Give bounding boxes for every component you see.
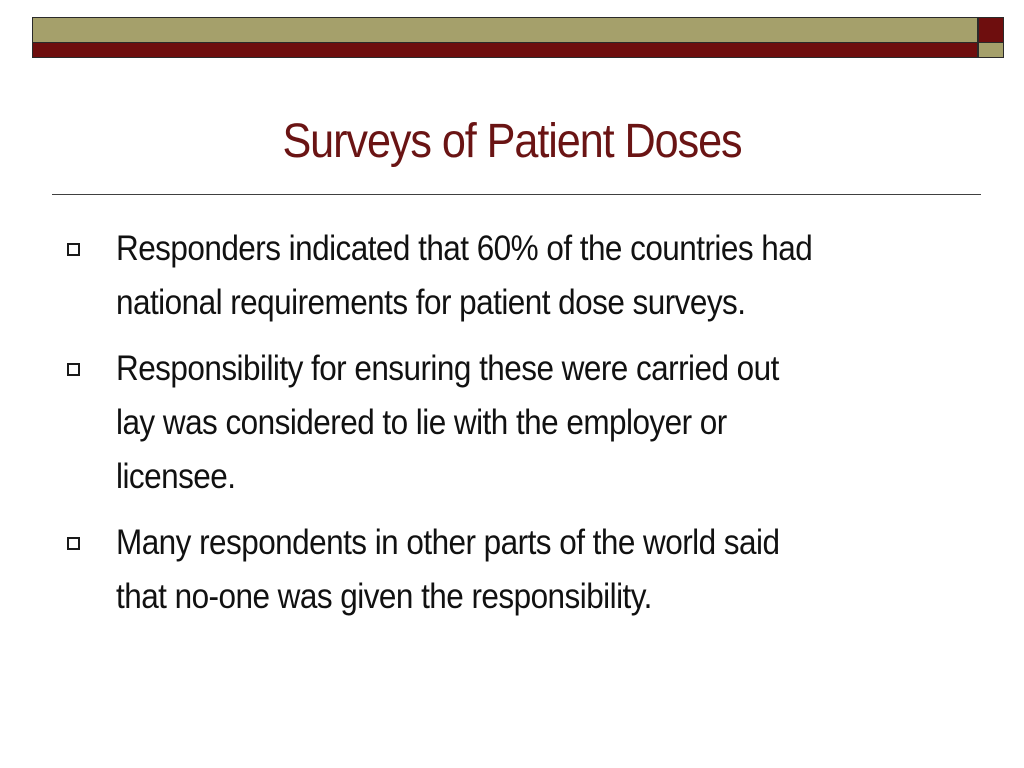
- bullet-item: [64, 516, 994, 624]
- bullet-line: Responsibility for ensuring these were carried out: [116, 349, 779, 388]
- hollow-square-icon: [67, 537, 80, 550]
- corner-square-maroon: [978, 17, 1004, 43]
- bullet-line: that no-one was given the responsibility.: [116, 577, 652, 616]
- header-band-maroon: [32, 43, 978, 58]
- bullet-item: [64, 222, 994, 330]
- bullet-text: [116, 516, 980, 624]
- slide-title: Surveys of Patient Doses: [282, 115, 742, 168]
- title-divider: [52, 194, 981, 195]
- bullet-text: [116, 342, 980, 504]
- hollow-square-icon: [67, 243, 80, 256]
- bullet-line: licensee.: [116, 457, 236, 496]
- bullet-list: [64, 222, 994, 636]
- bullet-item: [64, 342, 994, 504]
- bullet-line: national requirements for patient dose surveys.: [116, 283, 746, 322]
- corner-square-olive: [978, 43, 1004, 58]
- bullet-text: [116, 222, 980, 330]
- bullet-line: Responders indicated that 60% of the countries had: [116, 229, 813, 268]
- header-band-olive: [32, 17, 978, 43]
- hollow-square-icon: [67, 363, 80, 376]
- bullet-line: lay was considered to lie with the employer or: [116, 403, 727, 442]
- bullet-line: Many respondents in other parts of the world said: [116, 523, 780, 562]
